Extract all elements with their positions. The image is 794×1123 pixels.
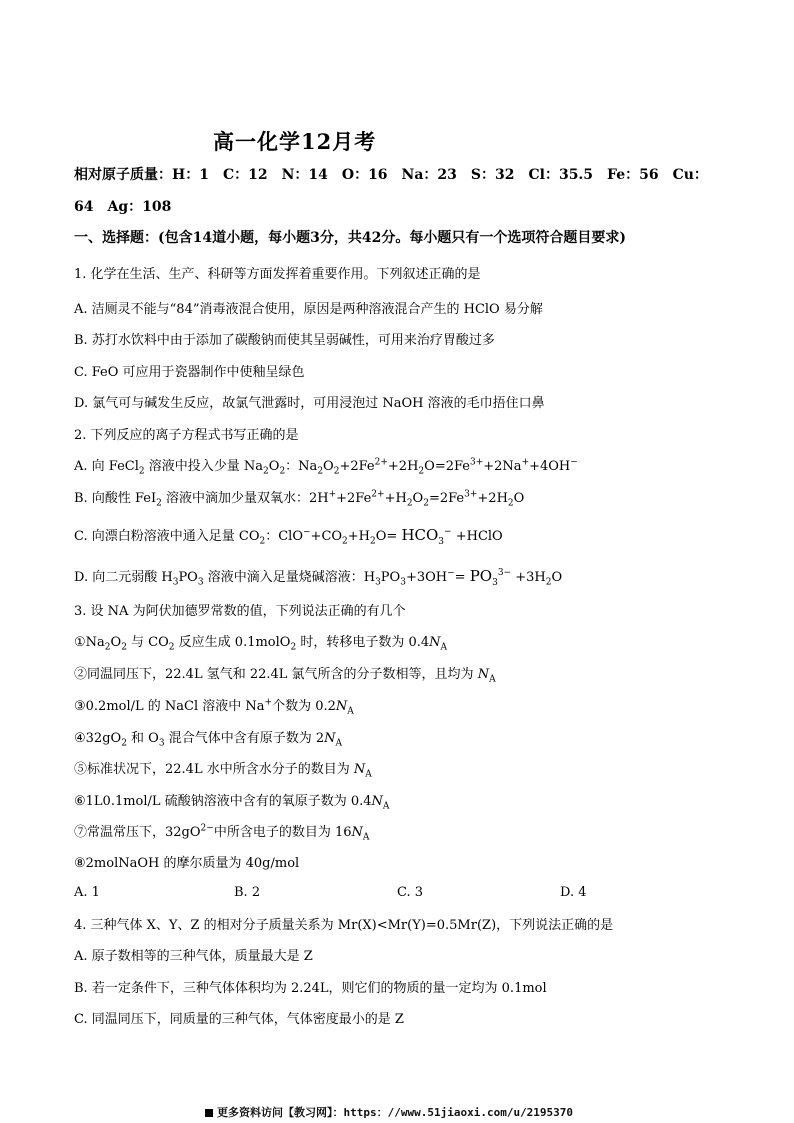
q3-option-a: A. 1 [74,885,100,900]
q3-statement-7: ⑦常温常压下，$32gO^{2-}$中所含电子的数目为 $16N_A$ [74,823,370,843]
q3-stem: 3. 设 NA 为阿伏加德罗常数的值，下列说法正确的有几个 [74,604,406,619]
q3-statement-1: $①Na_2O_2$ 与 $CO_2$ 反应生成 0.1molO$_2$ 时，转移电子数为 $0.4N_A$ [74,635,448,653]
q4-stem: 4. 三种气体 X、Y、Z 的相对分子质量关系为 Mr(X)<Mr(Y)=0.5Mr(Z)，下列说法正确的是 [74,918,614,933]
q1-option-a: A. 洁厕灵不能与“84”消毒液混合使用，原因是两种溶液混合产生的 HClO 易分解 [74,302,543,317]
q2-option-a: A. 向 FeCl$_2$ 溶液中投入少量 $Na_2O_2$：$Na_2O_2+2Fe^{2+}+2H_2O=2Fe^{3+}+2Na^++4OH^-$ [74,457,578,477]
q3-option-c: C. 3 [397,885,424,900]
footer-link[interactable] [205,1104,573,1120]
q2-stem: 2. 下列反应的离子方程式书写正确的是 [74,428,299,443]
page-title: 高一化学12月考 [213,129,377,154]
q1-option-c: C. FeO 可应用于瓷器制作中使釉呈绿色 [74,365,305,380]
q2-option-c: C. 向漂白粉溶液中通入足量 $CO_2$：$ClO^-+CO_2+H_2O= HCO_3^-$ +HClO [74,526,503,547]
q3-statement-3: ③0.2mol/L 的 NaCl 溶液中 Na+个数为 $0.2N_A$ [74,697,354,717]
q4-option-a: A. 原子数相等的三种气体，质量最大是 Z [74,949,313,964]
q2-option-d: D. 向二元弱酸 $H_3PO_3$ 溶液中滴入足量烧碱溶液：$H_3PO_3+3OH^-= PO_3^{3-} +3H_2O$ [74,567,563,588]
q4-option-c: C. 同温同压下，同质量的三种气体，气体密度最小的是 Z [74,1012,404,1027]
q4-option-b: B. 若一定条件下，三种气体体积均为 2.24L，则它们的物质的量一定均为 0.1mol [74,981,547,996]
flag-icon [205,1109,213,1117]
q3-statement-5: ⑤标准状况下，22.4L 水中所含水分子的数目为 $N_A$ [74,762,372,780]
q3-option-b: B. 2 [234,885,261,900]
q3-statement-8: ⑧2molNaOH 的摩尔质量为 40g/mol [74,856,300,871]
section-heading: 一、选择题：(包含14道小题，每小题3分，共42分。每小题只有一个选项符合题目要求) [74,230,626,246]
q1-option-b: B. 苏打水饮料中由于添加了碳酸钠而使其呈弱碱性，可用来治疗胃酸过多 [74,333,495,348]
q2-option-b: B. 向酸性 FeI$_2$ 溶液中滴加少量双氧水：$2H^++2Fe^{2+}+H_2O_2=2Fe^{3+}+2H_2O$ [74,489,525,509]
q1-option-d: D. 氯气可与碱发生反应，故氯气泄露时，可用浸泡过 NaOH 溶液的毛巾捂住口鼻 [74,396,545,411]
q1-stem: 1. 化学在生活、生产、科研等方面发挥着重要作用。下列叙述正确的是 [74,267,481,282]
q3-statement-2: ②同温同压下，22.4L 氢气和 22.4L 氯气所含的分子数相等，且均为 $N_A$ [74,667,496,685]
q3-statement-6: ⑥1L0.1mol/L 硫酸钠溶液中含有的氧原子数为 $0.4N_A$ [74,794,390,812]
q3-statement-4: $④32gO_2$ 和 $O_3$ 混合气体中含有原子数为 $2N_A$ [74,731,343,749]
atomic-mass-line-2: 64 Ag：108 [74,199,172,215]
atomic-mass-line-1: 相对原子质量：H：1 C：12 N：14 O：16 Na：23 S：32 Cl：35.5 Fe：56 Cu： [74,167,708,183]
footer-text: 更多资料访问【教习网】：https：//www.51jiaoxi.com/u/2195370 [217,1106,574,1119]
q3-option-d: D. 4 [560,885,587,900]
